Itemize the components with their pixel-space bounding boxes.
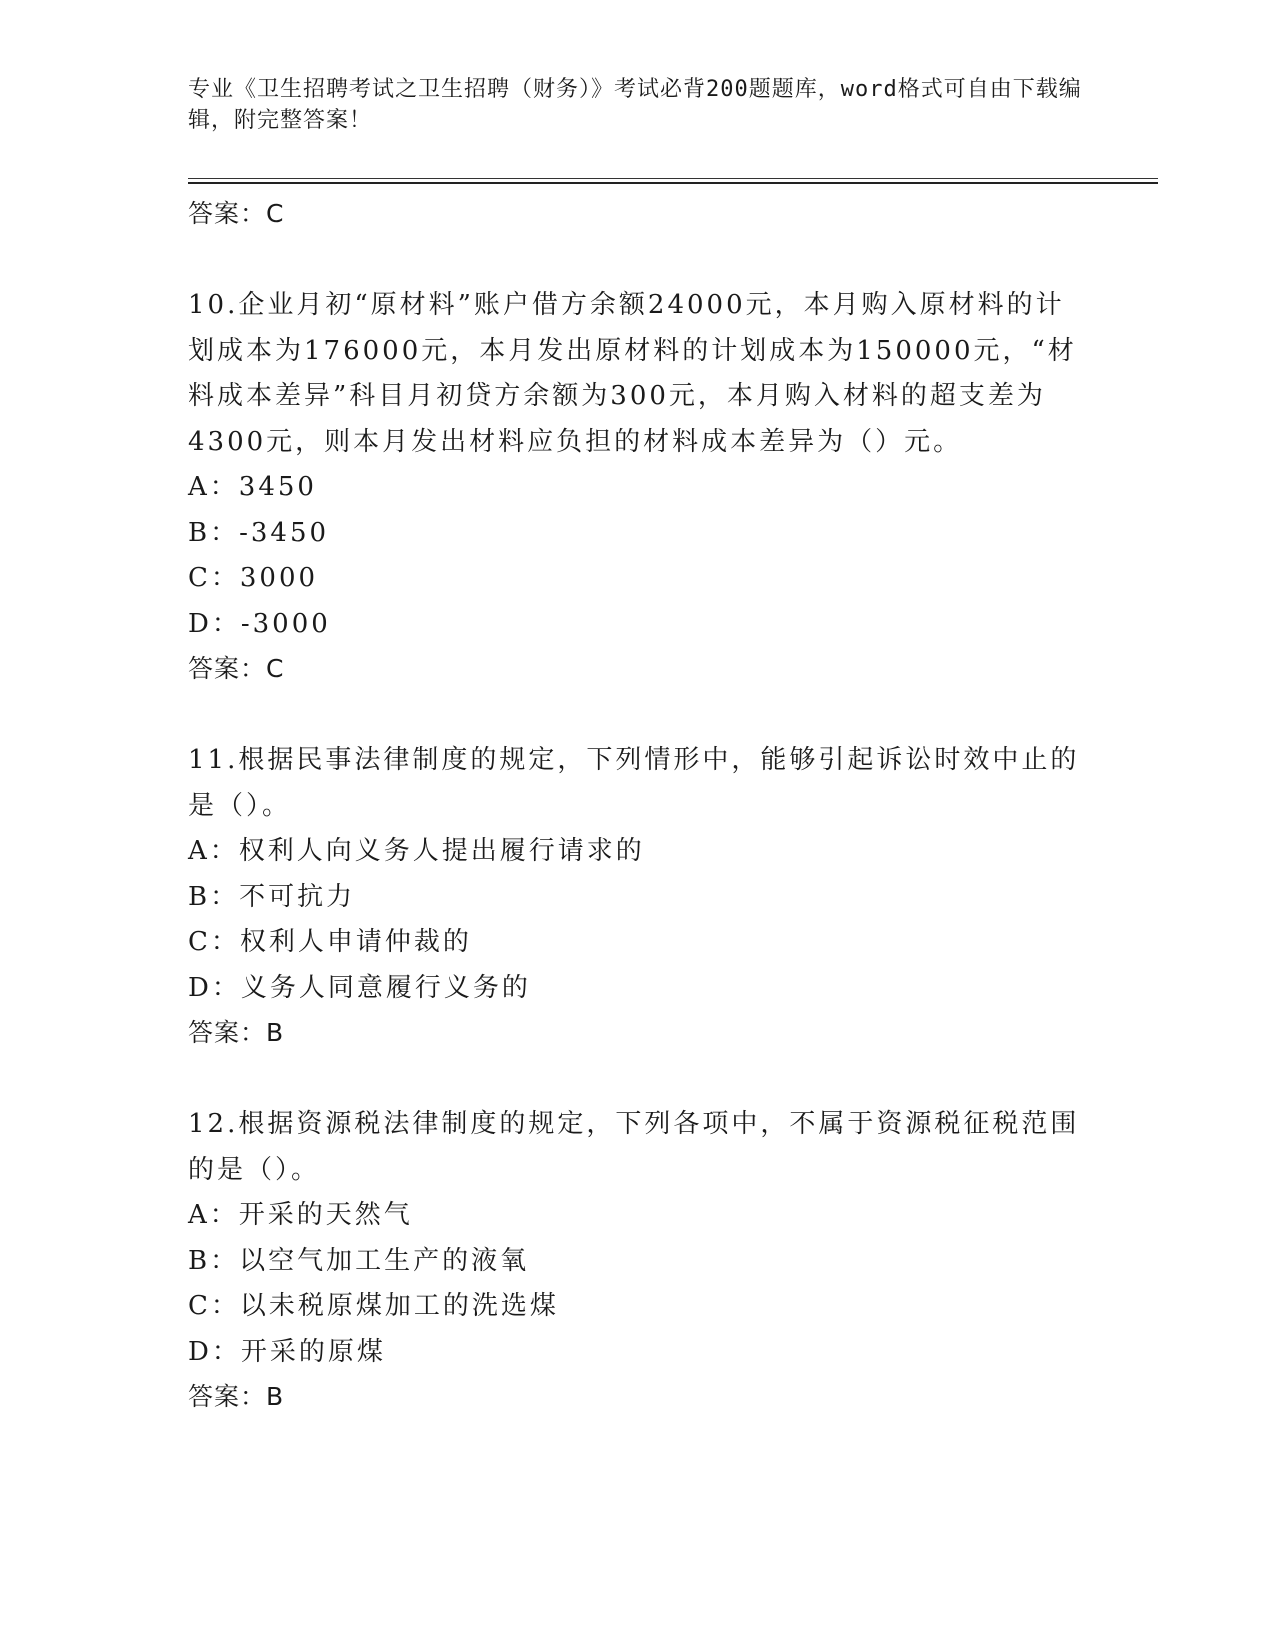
question-stem: 12.根据资源税法律制度的规定，下列各项中，不属于资源税征税范围的是（）。	[188, 1109, 1080, 1185]
option-c: C：3000	[188, 563, 319, 593]
question-stem: 11.根据民事法律制度的规定，下列情形中，能够引起诉讼时效中止的是（）。	[188, 745, 1080, 821]
page-header: 专业《卫生招聘考试之卫生招聘（财务）》考试必背200题题库，word格式可自由下载编辑，附完整答案！	[188, 77, 1082, 133]
question-11	[188, 738, 1088, 1055]
option-a: A：3450	[188, 472, 317, 502]
option-b: B：-3450	[188, 517, 330, 548]
option-a: A：权利人向义务人提出履行请求的	[188, 836, 645, 866]
question-stem: 10.企业月初“原材料”账户借方余额24000元，本月购入原材料的计划成本为176000元，本月发出原材料的计划成本为150000元，“材料成本差异”科目月初贷方余额为300元，本月购入材料的超支差为4300元，则本月发出材料应负担的材料成本差异为（）元。	[188, 290, 1077, 457]
answer-line: 答案：B	[188, 1382, 285, 1411]
option-c: C：权利人申请仲裁的	[188, 927, 472, 957]
answer-line: 答案：C	[188, 199, 285, 228]
option-b: B：以空气加工生产的液氧	[188, 1245, 530, 1276]
answer-line: 答案：B	[188, 1018, 285, 1047]
answer-line: 答案：C	[188, 654, 285, 683]
header-divider-thick	[188, 182, 1158, 184]
spacer	[188, 691, 1088, 738]
header-divider	[188, 178, 1158, 179]
option-a: A：开采的天然气	[188, 1200, 413, 1230]
option-d: D：开采的原煤	[188, 1336, 386, 1367]
question-12	[188, 1102, 1088, 1419]
option-d: D：义务人同意履行义务的	[188, 972, 531, 1003]
option-c: C：以未税原煤加工的洗选煤	[188, 1291, 559, 1321]
spacer	[188, 236, 1088, 283]
spacer	[188, 1055, 1088, 1102]
question-10	[188, 283, 1088, 691]
option-b: B：不可抗力	[188, 881, 356, 912]
option-d: D：-3000	[188, 608, 331, 639]
question-content	[188, 192, 1088, 1419]
